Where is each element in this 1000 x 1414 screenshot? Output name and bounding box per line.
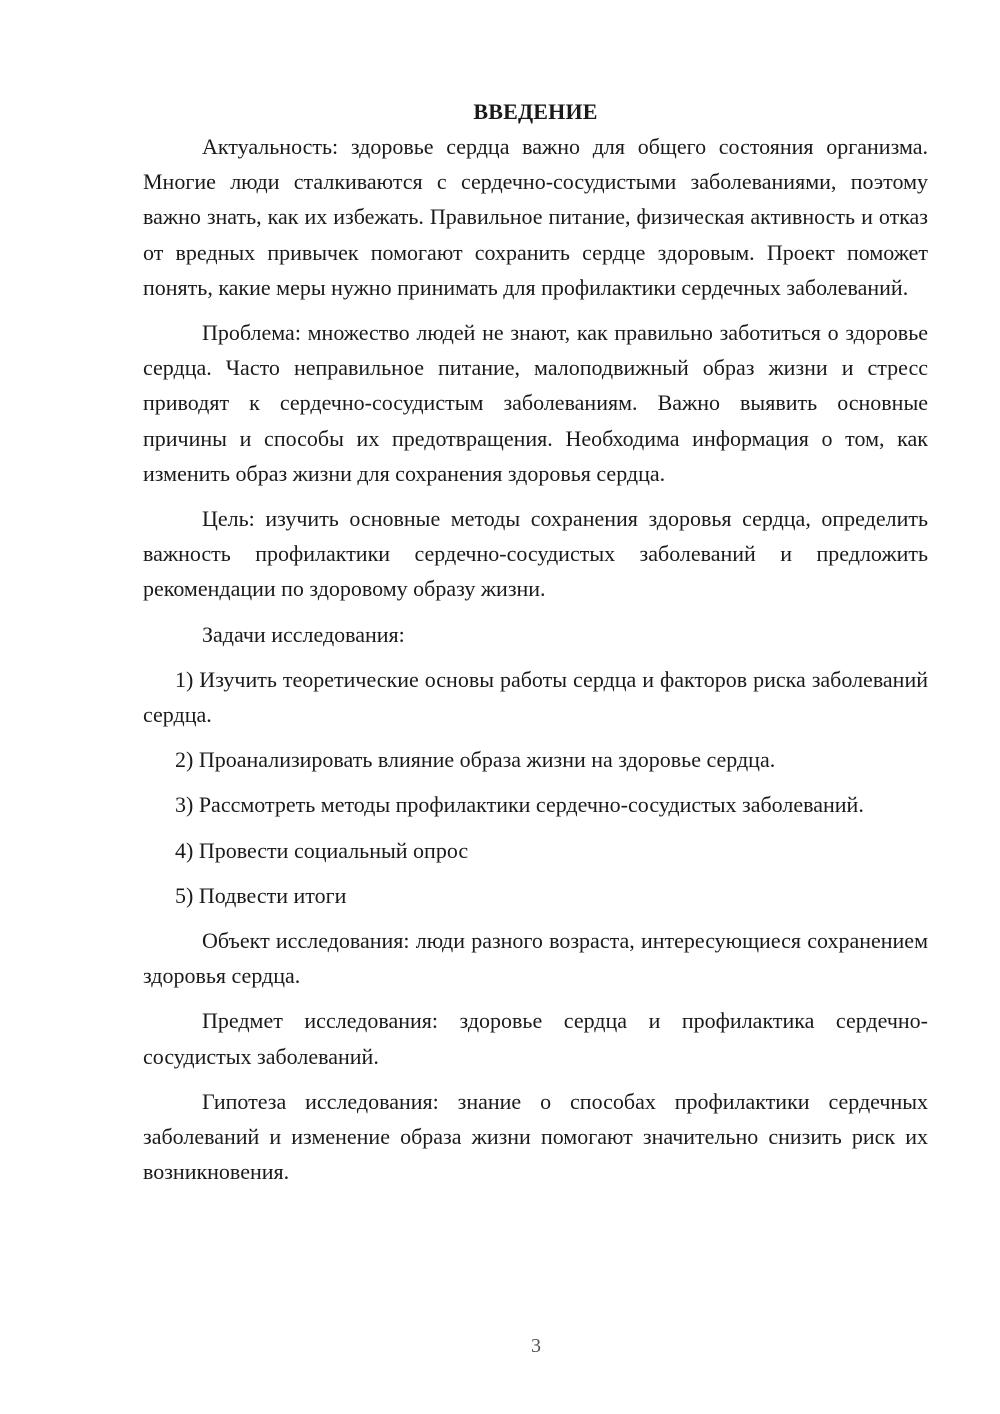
paragraph-hypothesis: Гипотеза исследования: знание о способах профилактики сердечных заболеваний и изменение образа жизни помогают значительно снизить риск их возникновения. bbox=[143, 1088, 928, 1185]
task-item-3: 3) Рассмотреть методы профилактики сердечно-сосудистых заболеваний. bbox=[175, 792, 864, 818]
paragraph-subject: Предмет исследования: здоровье сердца и профилактика сердечно-сосудистых заболеваний. bbox=[143, 1008, 928, 1069]
task-item-1: 1) Изучить теоретические основы работы сердца и факторов риска заболеваний сердца. bbox=[143, 666, 928, 728]
page-content bbox=[143, 94, 928, 1199]
page-title: ВВЕДЕНИЕ bbox=[473, 99, 598, 124]
page-number: 3 bbox=[531, 1335, 541, 1357]
paragraph-tasks-heading: Задачи исследования: bbox=[202, 621, 405, 647]
task-item-4: 4) Провести социальный опрос bbox=[175, 837, 469, 863]
paragraph-problem: Проблема: множество людей не знают, как правильно заботиться о здоровье сердца. Часто неправильное питание, малоподвижный образ жизни и стресс приводят к сердечно-сосудистым заболеваниям. Важно выявить основные причины и способы их предотвращения. Необходима информация о том, как изменить образ жизни для сохранения здоровья сердца. bbox=[143, 320, 928, 486]
task-item-5: 5) Подвести итоги bbox=[175, 882, 347, 908]
paragraph-relevance: Актуальность: здоровье сердца важно для общего состояния организма. Многие люди сталкиваются с сердечно-сосудистыми заболеваниями, поэтому важно знать, как их избежать. Правильное питание, физическая активность и отказ от вредных привычек помогают сохранить сердце здоровым. Проект поможет понять, какие меры нужно принимать для профилактики сердечных заболеваний. bbox=[143, 134, 928, 300]
paragraph-goal: Цель: изучить основные методы сохранения здоровья сердца, определить важность профилактики сердечно-сосудистых заболеваний и предложить рекомендации по здоровому образу жизни. bbox=[143, 506, 928, 602]
task-item-2: 2) Проанализировать влияние образа жизни на здоровье сердца. bbox=[175, 747, 776, 773]
paragraph-object: Объект исследования: люди разного возраста, интересующиеся сохранением здоровья сердца. bbox=[143, 928, 928, 989]
